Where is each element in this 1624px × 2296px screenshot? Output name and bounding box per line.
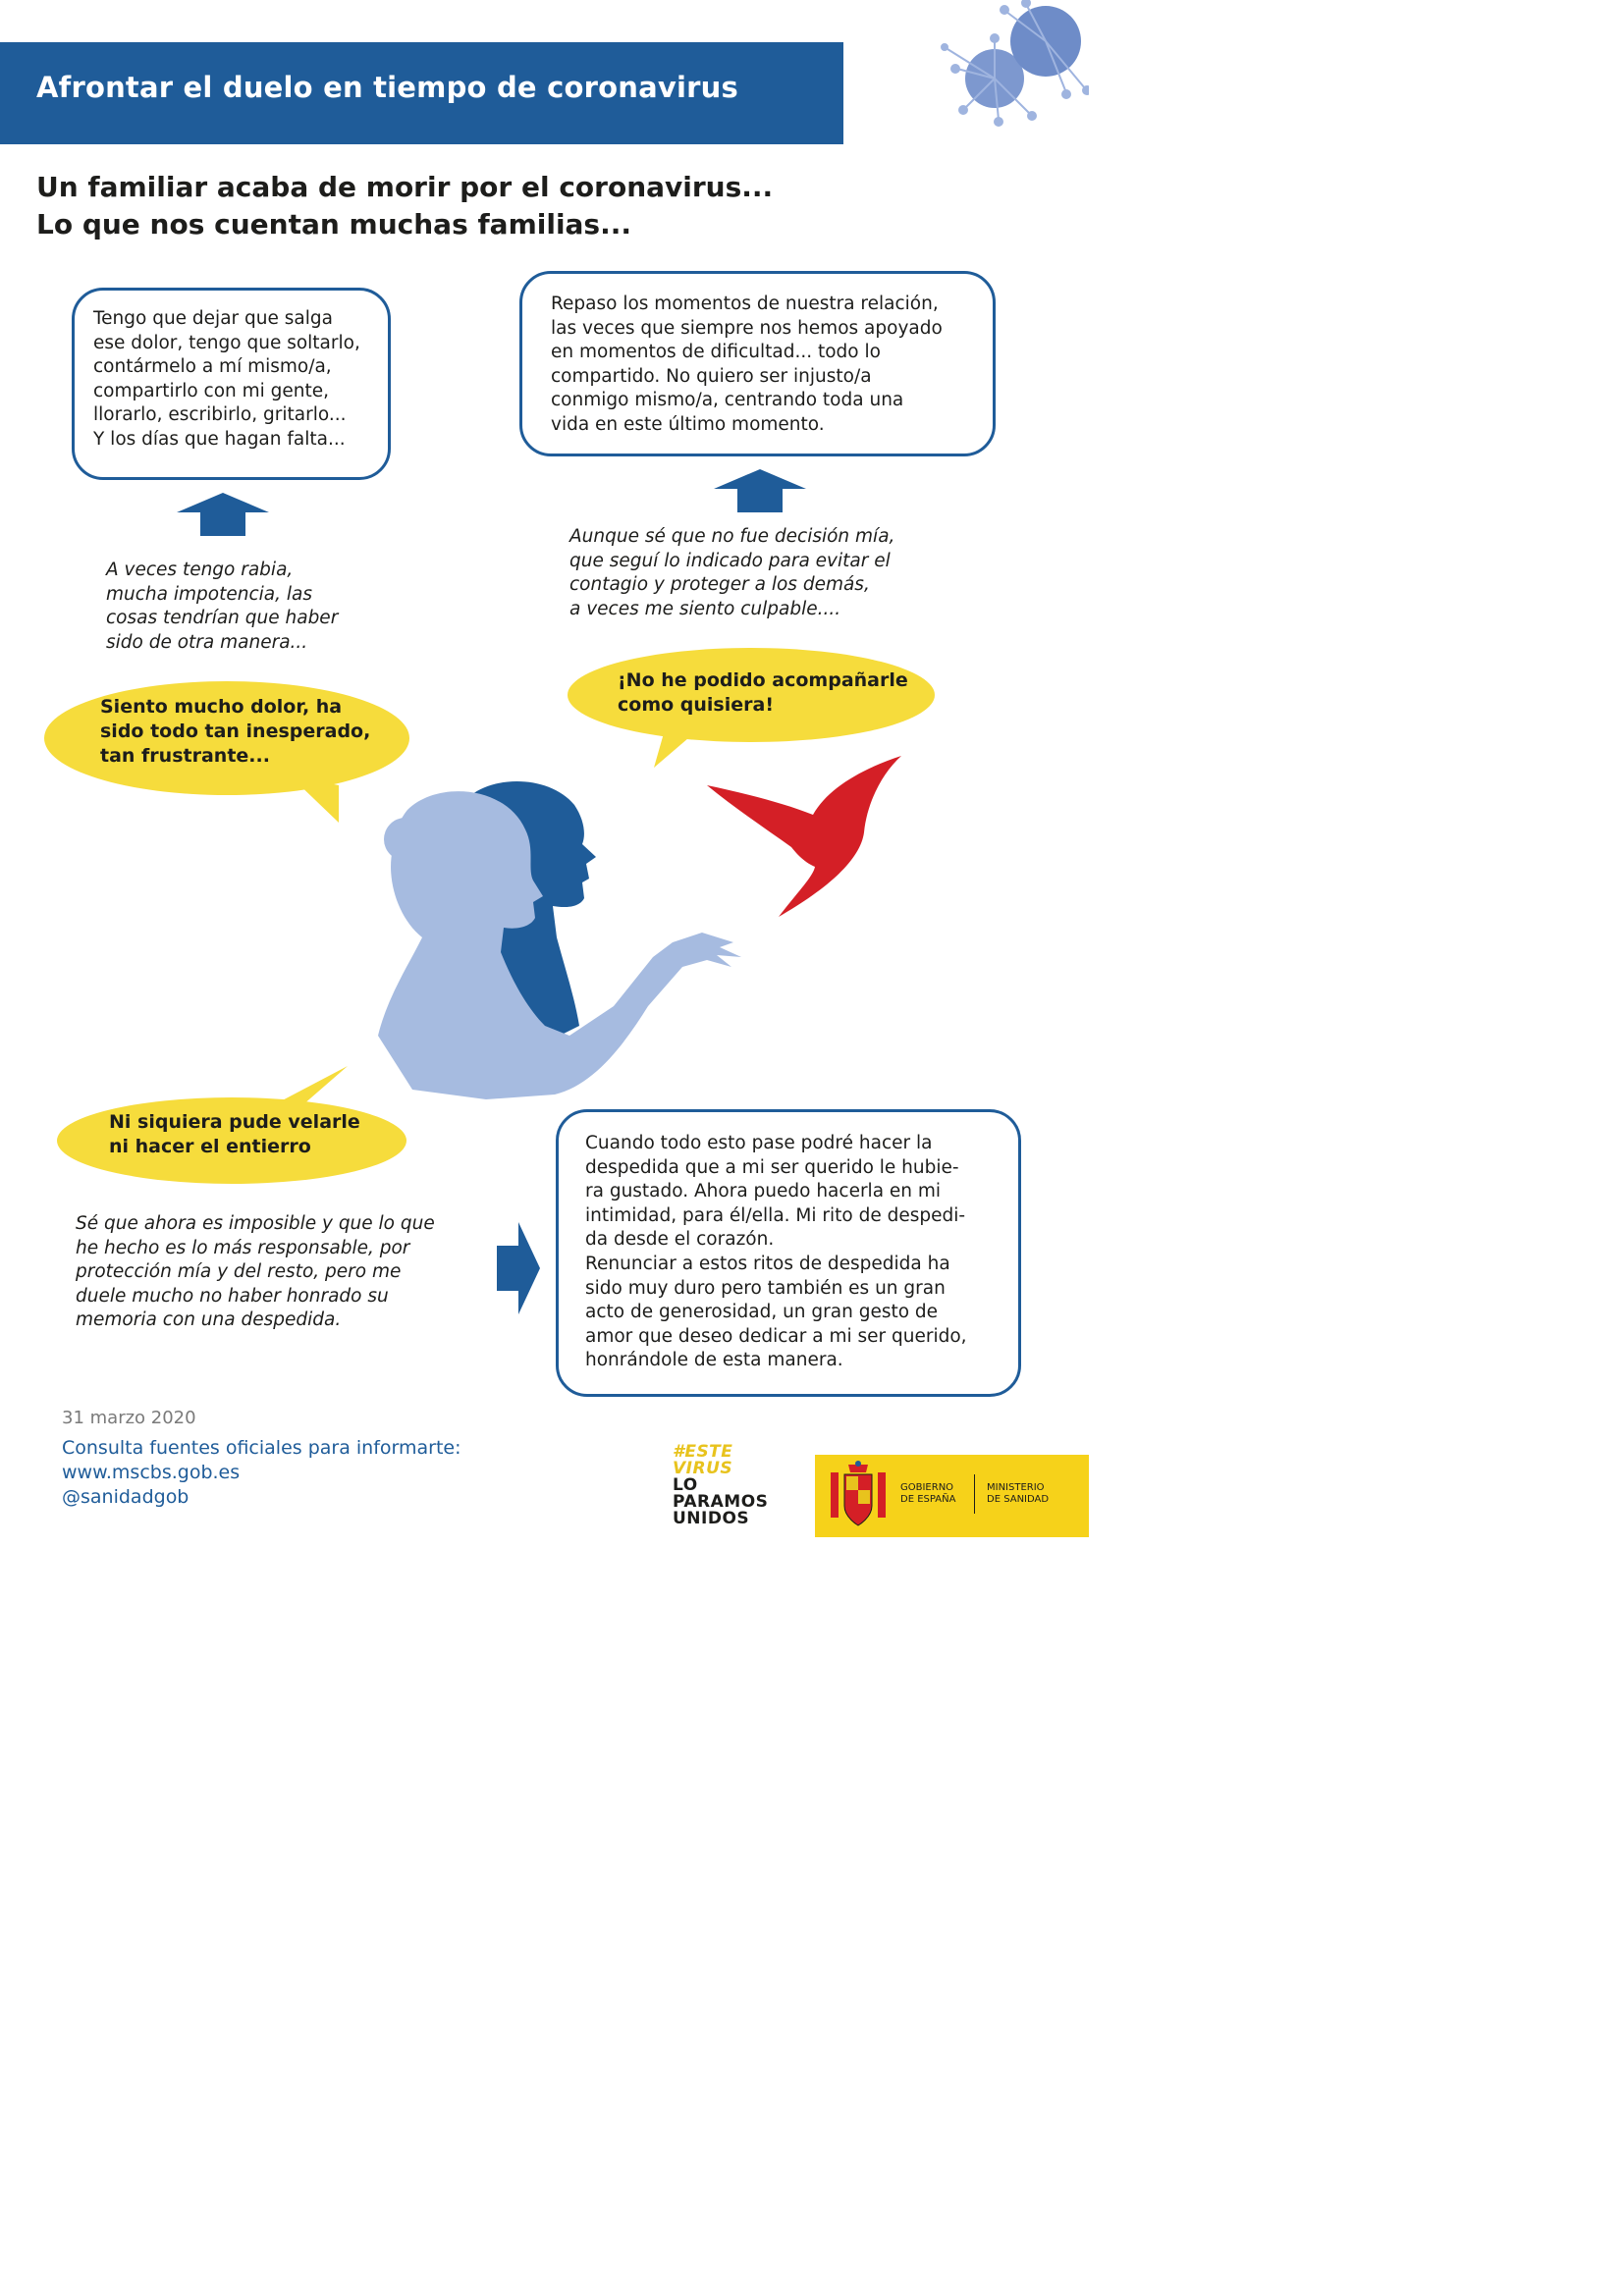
campaign-text: UNIDOS <box>673 1509 750 1528</box>
twitter-link[interactable]: @sanidadgob <box>62 1486 189 1508</box>
text-line: Repaso los momentos de nuestra relación, <box>551 294 939 314</box>
text-line: honrándole de esta manera. <box>585 1350 843 1371</box>
divider <box>974 1474 975 1514</box>
text-line: tan frustrante... <box>100 745 270 767</box>
text-line: a veces me siento culpable.... <box>569 598 841 619</box>
text-line: A veces tengo rabia, <box>106 560 294 580</box>
red-bird-icon <box>705 754 907 921</box>
quote-anger <box>106 559 338 655</box>
text-line: Sé que ahora es imposible y que lo que <box>76 1213 435 1234</box>
text-line: GOBIERNO <box>900 1482 954 1493</box>
website-link[interactable]: www.mscbs.gob.es <box>62 1462 241 1483</box>
text-line: Tengo que dejar que salga <box>93 308 333 329</box>
text-line: como quisiera! <box>618 694 774 716</box>
text-line: compartido. No quiero ser injusto/a <box>551 365 872 387</box>
text-line: sido de otra manera... <box>106 631 308 653</box>
yellow-bubble-text <box>109 1110 360 1159</box>
text-line: ese dolor, tengo que soltarlo, <box>93 332 360 353</box>
text-line: intimidad, para él/ella. Mi rito de despedi- <box>585 1204 966 1226</box>
text-line: DE ESPAÑA <box>900 1494 956 1505</box>
campaign-hashtag: #ESTE <box>673 1442 733 1462</box>
text-line: he hecho es lo más responsable, por <box>76 1237 410 1258</box>
text-line: compartirlo con mi gente, <box>93 380 330 401</box>
campaign-hashtag: VIRUS <box>673 1459 733 1478</box>
text-line: contármelo a mí mismo/a, <box>93 356 332 378</box>
coronavirus-icon <box>928 0 1089 137</box>
text-line: amor que deseo dedicar a mi ser querido, <box>585 1325 967 1347</box>
gov-name <box>900 1482 955 1506</box>
coat-of-arms-icon <box>827 1461 890 1531</box>
text-line: Cuando todo esto pase podré hacer la <box>585 1133 933 1153</box>
quote-guilt <box>569 525 894 621</box>
text-line: cosas tendrían que haber <box>106 608 339 629</box>
text-line: acto de generosidad, un gran gesto de <box>585 1302 939 1323</box>
bubble-text <box>551 293 943 438</box>
publication-date: 31 marzo 2020 <box>62 1408 196 1428</box>
text-line: Ni siquiera pude velarle <box>109 1111 360 1133</box>
ministry-name <box>987 1482 1049 1506</box>
text-line: MINISTERIO <box>987 1482 1045 1493</box>
text-line: da desde el corazón. <box>585 1229 775 1251</box>
bubble-text <box>93 307 360 453</box>
campaign-logo <box>673 1444 800 1527</box>
arrow-up-icon <box>177 493 269 536</box>
text-line: Renunciar a estos ritos de despedida ha <box>585 1253 950 1274</box>
arrow-up-icon <box>714 469 806 512</box>
consult-text: Consulta fuentes oficiales para informarte: <box>62 1437 461 1459</box>
text-line: conmigo mismo/a, centrando toda una <box>551 390 904 411</box>
grieving-people-silhouette <box>378 771 746 1104</box>
bubble-text <box>585 1132 967 1373</box>
arrow-right-icon <box>497 1222 540 1314</box>
text-line: Aunque sé que no fue decisión mía, <box>569 526 895 547</box>
text-line: mucha impotencia, las <box>106 583 312 605</box>
text-line: llorarlo, escribirlo, gritarlo... <box>93 404 347 426</box>
text-line: las veces que siempre nos hemos apoyado <box>551 317 943 339</box>
text-line: memoria con una despedida. <box>76 1309 342 1331</box>
text-line: DE SANIDAD <box>987 1494 1050 1505</box>
page-title: Afrontar el duelo en tiempo de coronavirus <box>36 71 738 104</box>
text-line: ¡No he podido acompañarle <box>618 669 908 691</box>
text-line: en momentos de dificultad... todo lo <box>551 342 881 363</box>
text-line: que seguí lo indicado para evitar el <box>569 550 891 571</box>
subtitle-line: Un familiar acaba de morir por el coronavirus... <box>36 171 774 203</box>
quote-no-farewell <box>76 1212 435 1333</box>
text-line: sido todo tan inesperado, <box>100 721 371 742</box>
campaign-text: PARAMOS <box>673 1492 769 1512</box>
text-line: duele mucho no haber honrado su <box>76 1285 389 1307</box>
text-line: protección mía y del resto, pero me <box>76 1261 402 1283</box>
subtitle <box>36 169 773 243</box>
text-line: contagio y proteger a los demás, <box>569 574 870 596</box>
text-line: vida en este último momento. <box>551 413 825 435</box>
text-line: Y los días que hagan falta... <box>93 428 346 450</box>
campaign-text: LO <box>673 1475 698 1495</box>
text-line: sido muy duro pero también es un gran <box>585 1277 946 1299</box>
text-line: Siento mucho dolor, ha <box>100 696 343 718</box>
subtitle-line: Lo que nos cuentan muchas familias... <box>36 208 632 240</box>
text-line: despedida que a mi ser querido le hubie- <box>585 1156 959 1178</box>
yellow-bubble-text <box>618 668 908 718</box>
text-line: ni hacer el entierro <box>109 1136 311 1157</box>
text-line: ra gustado. Ahora puedo hacerla en mi <box>585 1181 942 1202</box>
yellow-bubble-text <box>100 695 370 769</box>
